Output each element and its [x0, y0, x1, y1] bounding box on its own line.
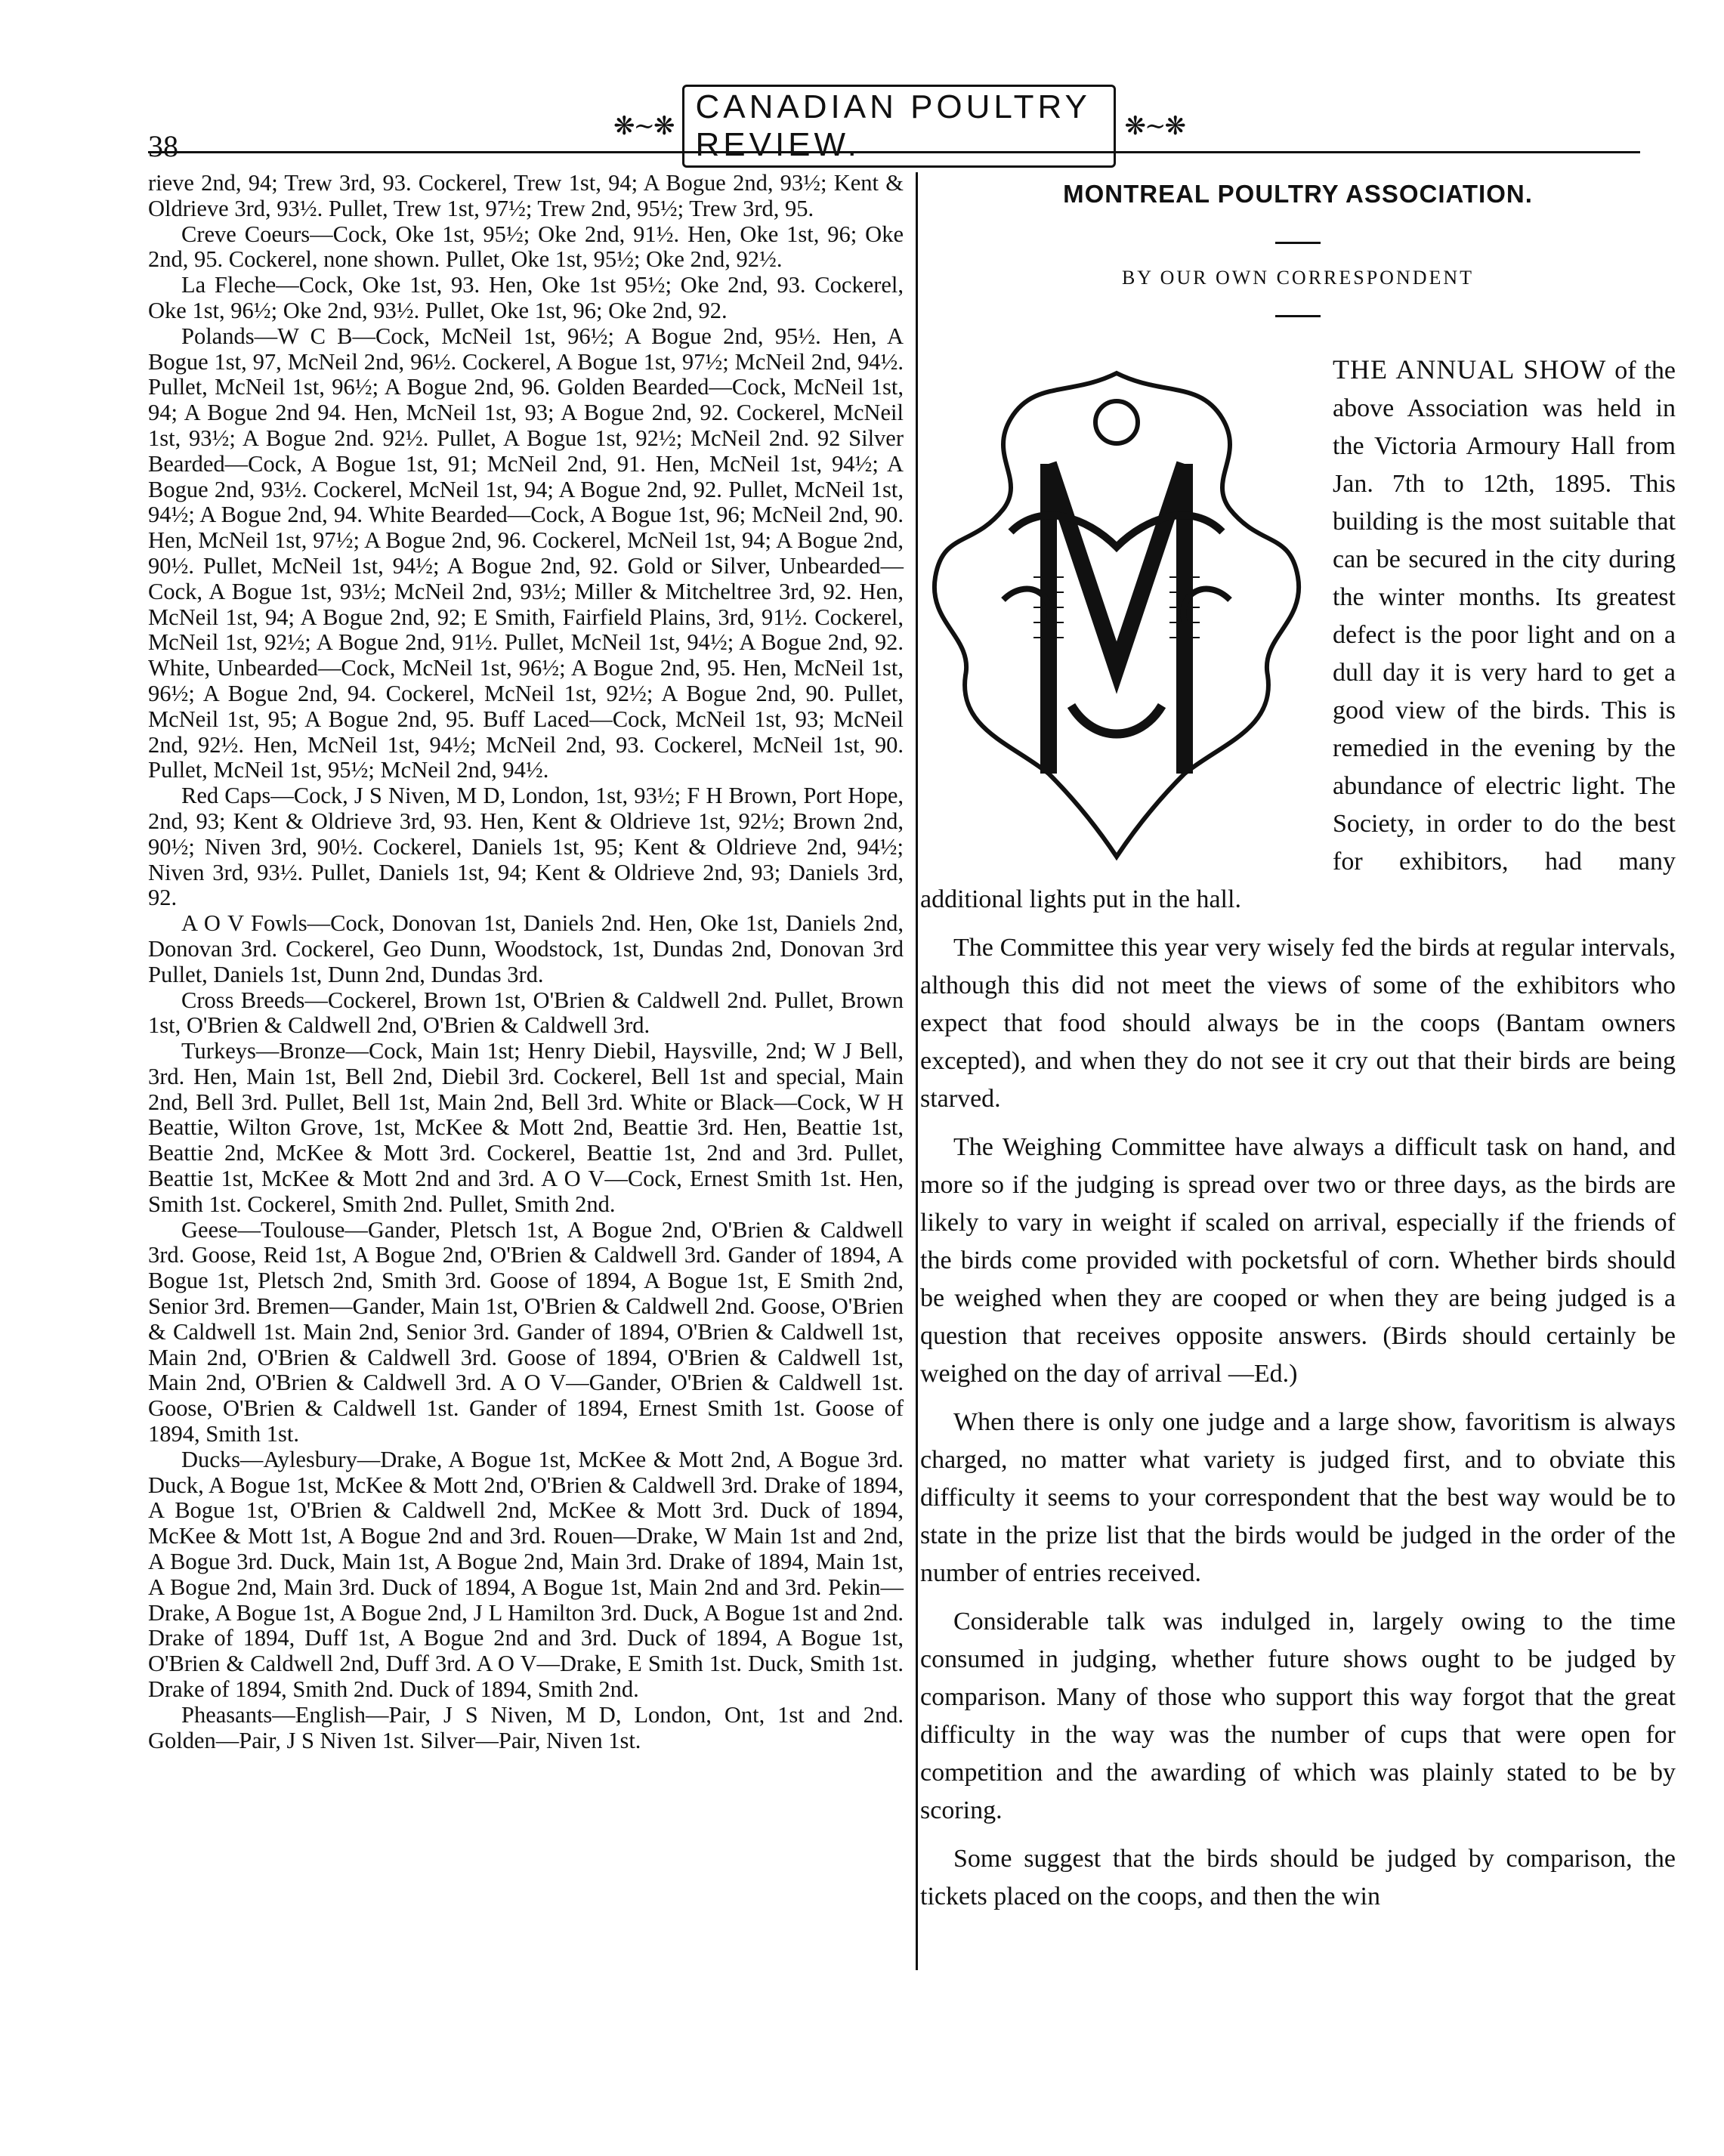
prize-list-column	[148, 171, 904, 1753]
article-paragraph-1-text: of the above Association was held in the Victoria Armoury Hall from Jan. 7th to 12th, 1895. This building is the most suitable that can be secured in the city during the winter months. Its greatest defect is the poor light and on a dull day it is very hard to get a good view of the birds. This is remedied in the evening by the abundance of electric light. The Society, in order to do the best for exhibitors, had many additional lights put in the hall.	[920, 357, 1676, 913]
prize-paragraph: rieve 2nd, 94; Trew 3rd, 93. Cockerel, Trew 1st, 94; A Bogue 2nd, 93½; Kent & Oldrieve 3rd, 93½. Pullet, Trew 1st, 97½; Trew 2nd, 95½; Trew 3rd, 95.	[148, 170, 904, 221]
ornament-right-icon: ❋∼❋	[1124, 113, 1185, 141]
prize-paragraph-cross-breeds: Cross Breeds—Cockerel, Brown 1st, O'Brien & Caldwell 2nd. Pullet, Brown 1st, O'Brien & Caldwell 2nd, O'Brien & Caldwell 3rd.	[148, 987, 904, 1039]
lead-caps: THE ANNUAL SHOW	[1333, 354, 1607, 385]
publication-title: CANADIAN POULTRY REVIEW.	[682, 85, 1115, 168]
article-paragraph-4: When there is only one judge and a large show, favoritism is always charged, no matter what variety is judged first, and to obviate this difficulty it seems to your correspondent that the best way would be to state in the prize list that the birds would be judged in the order of the number of entries received.	[920, 1408, 1676, 1587]
prize-paragraph-polands: Polands—W C B—Cock, McNeil 1st, 96½; A Bogue 2nd, 95½. Hen, A Bogue 1st, 97, McNeil 2nd, 96½. Cockerel, A Bogue 1st, 97½; McNeil 2nd, 94½. Pullet, McNeil 1st, 96½; A Bogue 2nd, 96. Golden Bearded—Cock, McNeil 1st, 94; A Bogue 2nd 94. Hen, McNeil 1st, 93; A Bogue 2nd, 92. Cockerel, McNeil 1st, 93½; A Bogue 2nd. 92½. Pullet, A Bogue 1st, 92½; McNeil 2nd. 92 Silver Bearded—Cock, A Bogue 1st, 91; McNeil 2nd, 91. Hen, McNeil 1st, 94½; A Bogue 2nd, 93½. Cockerel, McNeil 1st, 94; A Bogue 2nd, 92. Pullet, McNeil 1st, 94½; A Bogue 2nd, 94. White Bearded—Cock, A Bogue 1st, 96; McNeil 2nd, 90. Hen, McNeil 1st, 97½; A Bogue 2nd, 96. Cockerel, McNeil 1st, 94; A Bogue 2nd, 90½. Pullet, McNeil 1st, 94½; A Bogue 2nd, 92. Gold or Silver, Unbearded—Cock, A Bogue 1st, 93½; McNeil 2nd, 93½; Miller & Mitcheltree 3rd, 92. Hen, McNeil 1st, 94; A Bogue 2nd, 92; E Smith, Fairfield Plains, 3rd, 91½. Cockerel, McNeil 1st, 92½; A Bogue 2nd, 91½. Pullet, McNeil 1st, 94½; A Bogue 2nd, 92. White, Unbearded—Cock, McNeil 1st, 96½; A Bogue 2nd, 95. Hen, McNeil 1st, 96½; A Bogue 2nd, 94. Cockerel, McNeil 1st, 92½; A Bogue 2nd, 90. Pullet, McNeil 1st, 95; A Bogue 2nd, 95. Buff Laced—Cock, McNeil 1st, 93; McNeil 2nd, 92½. Hen, McNeil 1st, 94½; McNeil 2nd, 93. Cockerel, McNeil 1st, 90. Pullet, McNeil 1st, 95½; McNeil 2nd, 94½.	[148, 323, 904, 783]
article-body	[920, 351, 1676, 1916]
prize-paragraph-pheasants: Pheasants—English—Pair, J S Niven, M D, London, Ont, 1st and 2nd. Golden—Pair, J S Niven 1st. Silver—Pair, Niven 1st.	[148, 1701, 904, 1753]
article-title: MONTREAL POULTRY ASSOCIATION.	[1063, 180, 1533, 208]
ornament-left-icon: ❋∼❋	[613, 113, 674, 141]
article-paragraph-3: The Weighing Committee have always a difficult task on hand, and more so if the judging is spread over two or three days, as the birds are likely to vary in weight if scaled on arrival, especially if the friends of the birds come provided with pocketsful of corn. Whether birds should be weighed when they are cooped or when they are being judged is a question that receives opposite answers. (Birds should certainly be weighed on the day of arrival —Ed.)	[920, 1133, 1676, 1388]
article-paragraph-5: Considerable talk was indulged in, largely owing to the time consumed in judging, whether future shows ought to be judged by comparison. Many of those who support this way forgot that the great difficulty in the way was the number of cups that were open for competition and the awarding of which was plainly stated to be by scoring.	[920, 1608, 1676, 1824]
article-column	[920, 171, 1676, 1926]
title-rule	[1275, 242, 1321, 244]
page-number: 38	[148, 129, 178, 163]
column-divider	[916, 172, 918, 1970]
prize-paragraph-geese: Geese—Toulouse—Gander, Pletsch 1st, A Bogue 2nd, O'Brien & Caldwell 3rd. Goose, Reid 1st, A Bogue 2nd, O'Brien & Caldwell 3rd. Gander of 1894, A Bogue 1st, Pletsch 2nd, Smith 3rd. Goose of 1894, A Bogue 1st, E Smith 2nd, Senior 3rd. Bremen—Gander, Main 1st, O'Brien & Caldwell 2nd. Goose, O'Brien & Caldwell 1st. Main 2nd, Senior 3rd. Gander of 1894, O'Brien & Caldwell 1st, Main 2nd, O'Brien & Caldwell 3rd. Goose of 1894, O'Brien & Caldwell 1st, Main 2nd, O'Brien & Caldwell 3rd. A O V—Gander, O'Brien & Caldwell 1st. Goose, O'Brien & Caldwell 1st. Gander of 1894, Ernest Smith 1st. Goose of 1894, Smith 1st.	[148, 1216, 904, 1447]
prize-paragraph-ducks: Ducks—Aylesbury—Drake, A Bogue 1st, McKee & Mott 2nd, A Bogue 3rd. Duck, A Bogue 1st, McKee & Mott 2nd, O'Brien & Caldwell 3rd. Drake of 1894, A Bogue 1st, O'Brien & Caldwell 2nd, McKee & Mott 3rd. Duck of 1894, McKee & Mott 1st, A Bogue 2nd and 3rd. Rouen—Drake, W Main 1st and 2nd, A Bogue 3rd. Duck, Main 1st, A Bogue 2nd, Main 3rd. Drake of 1894, Main 1st, A Bogue 2nd, Main 3rd. Duck of 1894, A Bogue 1st, Main 2nd and 3rd. Pekin—Drake, A Bogue 1st, A Bogue 2nd, J L Hamilton 3rd. Duck, A Bogue 1st and 2nd. Drake of 1894, Duff 1st, A Bogue 2nd and 3rd. Duck of 1894, A Bogue 1st, O'Brien & Caldwell 2nd, Duff 3rd. A O V—Drake, E Smith 1st. Duck, Smith 1st. Drake of 1894, Smith 2nd. Duck of 1894, Smith 2nd.	[148, 1446, 904, 1703]
header-rule	[148, 151, 1640, 153]
article-paragraph-2: The Committee this year very wisely fed the birds at regular intervals, although this did not meet the views of some of the exhibitors who expect that food should always be in the coops (Bantam owners excepted), and when they do not see it cry out that their birds are being starved.	[920, 934, 1676, 1113]
prize-paragraph-red-caps: Red Caps—Cock, J S Niven, M D, London, 1st, 93½; F H Brown, Port Hope, 2nd, 93; Kent & Oldrieve 3rd, 93. Hen, Kent & Oldrieve 1st, 92½; Brown 2nd, 90½; Niven 3rd, 90½. Cockerel, Daniels 1st, 95; Kent & Oldrieve 2nd, 94½; Niven 3rd, 93½. Pullet, Daniels 1st, 94; Kent & Oldrieve 2nd, 93; Daniels 3rd, 92.	[148, 783, 904, 911]
monogram-illustration-icon	[920, 351, 1313, 864]
prize-paragraph-creve-coeurs: Creve Coeurs—Cock, Oke 1st, 95½; Oke 2nd, 91½. Hen, Oke 1st, 96; Oke 2nd, 95. Cockerel, none shown. Pullet, Oke 1st, 95½; Oke 2nd, 92½.	[148, 221, 904, 273]
article-byline: BY OUR OWN CORRESPONDENT	[1121, 267, 1475, 289]
byline-rule	[1275, 315, 1321, 317]
prize-paragraph-aov-fowls: A O V Fowls—Cock, Donovan 1st, Daniels 2nd. Hen, Oke 1st, Daniels 2nd, Donovan 3rd. Cockerel, Geo Dunn, Woodstock, 1st, Dundas 2nd, Donovan 3rd Pullet, Daniels 1st, Dunn 2nd, Dundas 3rd.	[148, 910, 904, 987]
prize-paragraph-turkeys: Turkeys—Bronze—Cock, Main 1st; Henry Diebil, Haysville, 2nd; W J Bell, 3rd. Hen, Main 1st, Bell 2nd, Diebil 3rd. Cockerel, Bell 1st and special, Main 2nd, Bell 3rd. Pullet, Bell 1st, Main 2nd, Bell 3rd. White or Black—Cock, W H Beattie, Wilton Grove, 1st, McKee & Mott 2nd, Beattie 3rd. Hen, Beattie 1st, Beattie 2nd, McKee & Mott 3rd. Cockerel, Beattie 1st, 2nd and 3rd. Pullet, Beattie 1st, McKee & Mott 2nd and 3rd. A O V—Cock, Ernest Smith 1st. Hen, Smith 1st. Cockerel, Smith 2nd. Pullet, Smith 2nd.	[148, 1038, 904, 1217]
prize-paragraph-la-fleche: La Fleche—Cock, Oke 1st, 93. Hen, Oke 1st 95½; Oke 2nd, 93. Cockerel, Oke 1st, 96½; Oke 2nd, 93½. Pullet, Oke 1st, 96; Oke 2nd, 92.	[148, 272, 904, 323]
masthead	[604, 88, 1194, 163]
article-paragraph-6: Some suggest that the birds should be judged by comparison, the tickets placed on the coops, and then the win	[920, 1845, 1676, 1910]
